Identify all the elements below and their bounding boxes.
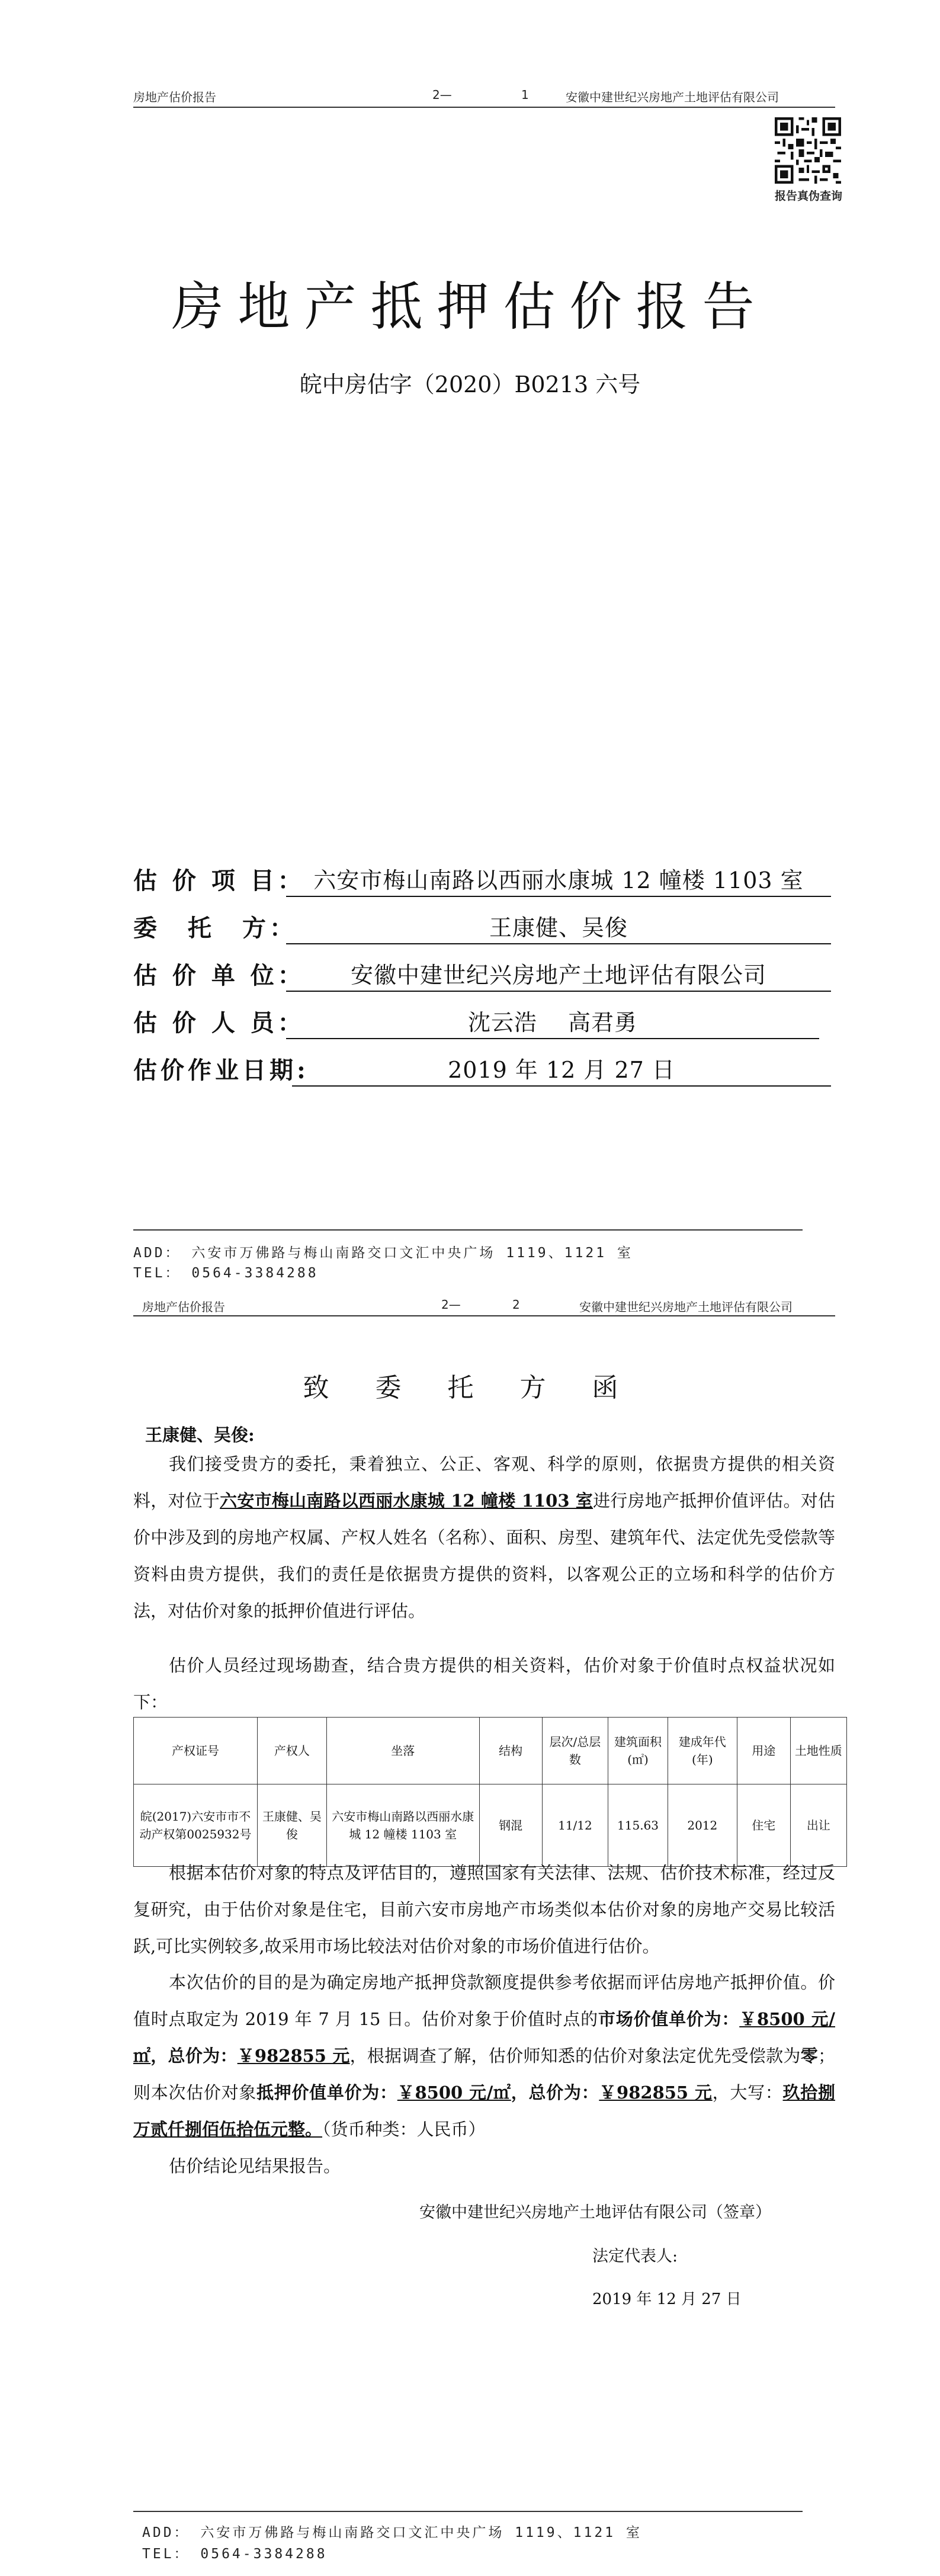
field-value-project: 六安市梅山南路以西丽水康城 12 幢楼 1103 室 [286,862,831,897]
page2-header-page-total: 2— [441,1297,461,1312]
field-label-date: 估价作业日期: [133,1056,309,1084]
table-cell-owner: 王康健、吴俊 [257,1784,326,1867]
table-header-cell: 建筑面积(㎡) [608,1718,668,1784]
table-header-cell: 坐落 [326,1718,479,1784]
table-cell-usage: 住宅 [737,1784,790,1867]
page2-footer-rule [133,2511,803,2512]
table-header-cell: 产权人 [257,1718,326,1784]
report-title: 房地产抵押估价报告 [171,276,769,337]
page2-footer-address: ADD： 六安市万佛路与梅山南路交口文汇中央广场 1119、1121 室 [142,2525,642,2540]
page2-header-left: 房地产估价报告 [142,1300,225,1314]
mortgage-total-price: ￥982855 元 [599,2082,713,2103]
qr-code-icon [775,117,843,203]
letter-paragraph-2: 估价人员经过现场勘查，结合贵方提供的相关资料，估价对象于价值时点权益状况如下： [133,1655,835,1712]
table-cell-location: 六安市梅山南路以西丽水康城 12 幢楼 1103 室 [326,1784,479,1867]
field-label-client: 委 托 方： [133,914,297,942]
page1-header-right: 安徽中建世纪兴房地产土地评估有限公司 [566,90,779,104]
table-cell-structure: 钢混 [479,1784,542,1867]
page2-header-page-num: 2 [512,1297,520,1312]
letter-paragraph-1: 我们接受贵方的委托，秉着独立、公正、客观、科学的原则，依据贵方提供的相关资料，对位于六安市梅山南路以西丽水康城 12 幢楼 1103 室进行房地产抵押价值评估。对估价中涉及到的房地产权属、产权人姓名（名称）、面积、房型、建筑年代、法定优先受偿款等资料由贵方提供，我们的责任是依据贵方提供的资料，以客观公正的立场和科学的估价方法，对估价对象的抵押价值进行评估。 [133,1454,835,1621]
table-cell-land: 出让 [790,1784,846,1867]
market-total-price: ￥982855 元 [237,2046,350,2066]
signature-date: 2019 年 12 月 27 日 [592,2290,742,2308]
page1-footer-address: ADD： 六安市万佛路与梅山南路交口文汇中央广场 1119、1121 室 [133,1245,633,1261]
qr-caption: 报告真伪查询 [775,190,843,203]
table-cell-cert: 皖(2017)六安市市不动产权第0025932号 [134,1784,258,1867]
table-header-cell: 用途 [737,1718,790,1784]
field-label-org: 估 价 单 位： [133,962,305,989]
page2-header-right: 安徽中建世纪兴房地产土地评估有限公司 [579,1300,793,1314]
page1-footer-rule [133,1229,803,1231]
signature-company: 安徽中建世纪兴房地产土地评估有限公司（签章） [419,2203,771,2222]
table-header-row [134,1718,847,1784]
table-header-cell: 层次/总层数 [542,1718,608,1784]
page1-header-rule [133,107,835,108]
page2-header-rule [133,1315,835,1316]
field-label-project: 估 价 项 目： [133,867,305,895]
field-label-appraisers: 估 价 人 员： [133,1009,305,1037]
letter-paragraph-4: 本次估价的目的是为确定房地产抵押贷款额度提供参考依据而评估房地产抵押价值。价值时点取定为 2019 年 7 月 15 日。估价对象于价值时点的市场价值单价为：￥8500 元/㎡，总价为：￥982855 元，根据调查了解，估价师知悉的估价对象法定优先受偿款为零；则本次估价对象抵押价值单价为：￥8500 元/㎡，总价为：￥982855 元，大写：玖拾捌万贰仟捌佰伍拾伍元整。（货币种类：人民币） [133,1972,835,2139]
letter-title: 致 委 托 方 函 [303,1373,637,1403]
document-number: 皖中房估字（2020）B0213 六号 [299,371,641,398]
letter-paragraph-3: 根据本估价对象的特点及评估目的，遵照国家有关法律、法规、估价技术标准，经过反复研究，由于估价对象是住宅，目前六安市房地产市场类似本估价对象的房地产交易比较活跃,可比实例较多,故采用市场比较法对估价对象的市场价值进行估价。 [133,1863,835,1956]
table-header-cell: 建成年代(年) [668,1718,737,1784]
field-value-org: 安徽中建世纪兴房地产土地评估有限公司 [286,957,831,992]
table-header-cell: 结构 [479,1718,542,1784]
table-cell-floor: 11/12 [542,1784,608,1867]
letter-salutation: 王康健、吴俊: [145,1425,255,1445]
field-value-client: 王康健、吴俊 [286,909,831,944]
page1-header-page-num: 1 [521,88,529,102]
letter-paragraph-5: 估价结论见结果报告。 [169,2156,341,2176]
table-cell-area: 115.63 [608,1784,668,1867]
table-header-cell: 土地性质 [790,1718,846,1784]
field-value-appraisers: 沈云浩 高君勇 [286,1004,819,1039]
page2-footer-tel: TEL： 0564-3384288 [142,2546,328,2562]
signature-representative: 法定代表人: [592,2247,678,2266]
market-unit-price: ￥8500 元/㎡ [133,2009,835,2066]
amount-in-words: 玖拾捌万贰仟捌佰伍拾伍元整。 [133,2082,835,2139]
table-header-cell: 产权证号 [134,1718,258,1784]
page1-header-left: 房地产估价报告 [133,90,216,104]
page1-footer-tel: TEL： 0564-3384288 [133,1265,319,1281]
property-table [133,1717,847,1867]
page1-header-page-total: 2— [432,88,452,102]
table-cell-year: 2012 [668,1784,737,1867]
mortgage-unit-price: ￥8500 元/㎡ [397,2082,511,2103]
property-address: 六安市梅山南路以西丽水康城 12 幢楼 1103 室 [220,1491,593,1511]
field-value-date: 2019 年 12 月 27 日 [292,1052,831,1087]
